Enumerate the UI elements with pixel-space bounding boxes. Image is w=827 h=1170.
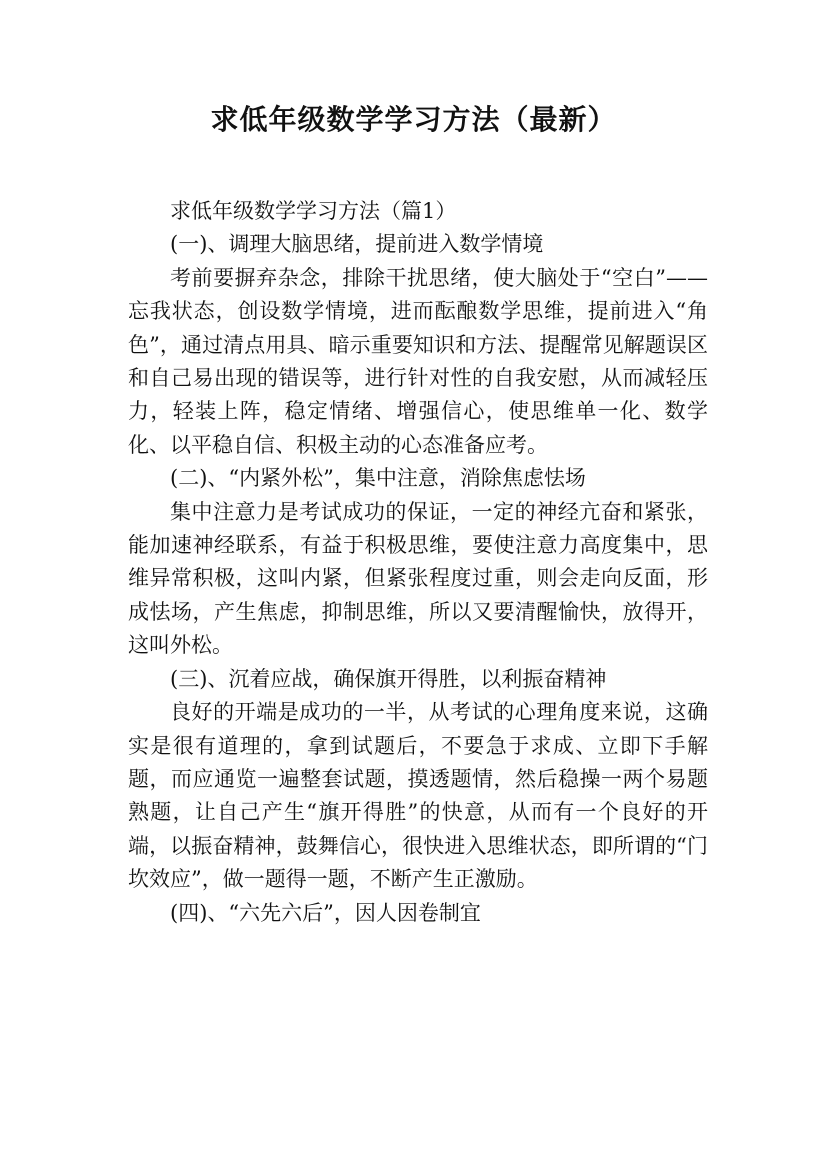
- section-heading-3: (三)、沉着应战，确保旗开得胜，以利振奋精神: [170, 666, 607, 691]
- section-heading-article-1: 求低年级数学学习方法（篇1）: [170, 199, 457, 223]
- section-heading-2: (二)、“内紧外松”，集中注意，消除焦虑怯场: [170, 466, 586, 491]
- paragraph-2: 集中注意力是考试成功的保证，一定的神经亢奋和紧张，能加速神经联系，有益于积极思维，要使注意力高度集中，思维异常积极，这叫内紧，但紧张程度过重，则会走向反面，形成怯场，产生焦虑，抑制思维，所以又要清醒愉快，放得开，这叫外松。: [128, 499, 708, 658]
- section-heading-4: (四)、“六先六后”，因人因卷制宜: [170, 900, 481, 925]
- document-body: [128, 195, 708, 930]
- paragraph-3: 良好的开端是成功的一半，从考试的心理角度来说，这确实是很有道理的，拿到试题后，不要急于求成、立即下手解题，而应通览一遍整套试题，摸透题情，然后稳操一两个易题熟题，让自己产生“旗开得胜”的快意，从而有一个良好的开端，以振奋精神，鼓舞信心，很快进入思维状态，即所谓的“门坎效应”，做一题得一题，不断产生正激励。: [128, 700, 708, 892]
- paragraph-1: 考前要摒弃杂念，排除干扰思绪，使大脑处于“空白”——忘我状态，创设数学情境，进而酝酿数学思维，提前进入“角色”，通过清点用具、暗示重要知识和方法、提醒常见解题误区和自己易出现的错误等，进行针对性的自我安慰，从而减轻压力，轻装上阵，稳定情绪、增强信心，使思维单一化、数学化、以平稳自信、积极主动的心态准备应考。: [128, 265, 708, 457]
- section-heading-1: (一)、调理大脑思绪，提前进入数学情境: [170, 232, 544, 257]
- document-title: 求低年级数学学习方法（最新）: [210, 103, 617, 136]
